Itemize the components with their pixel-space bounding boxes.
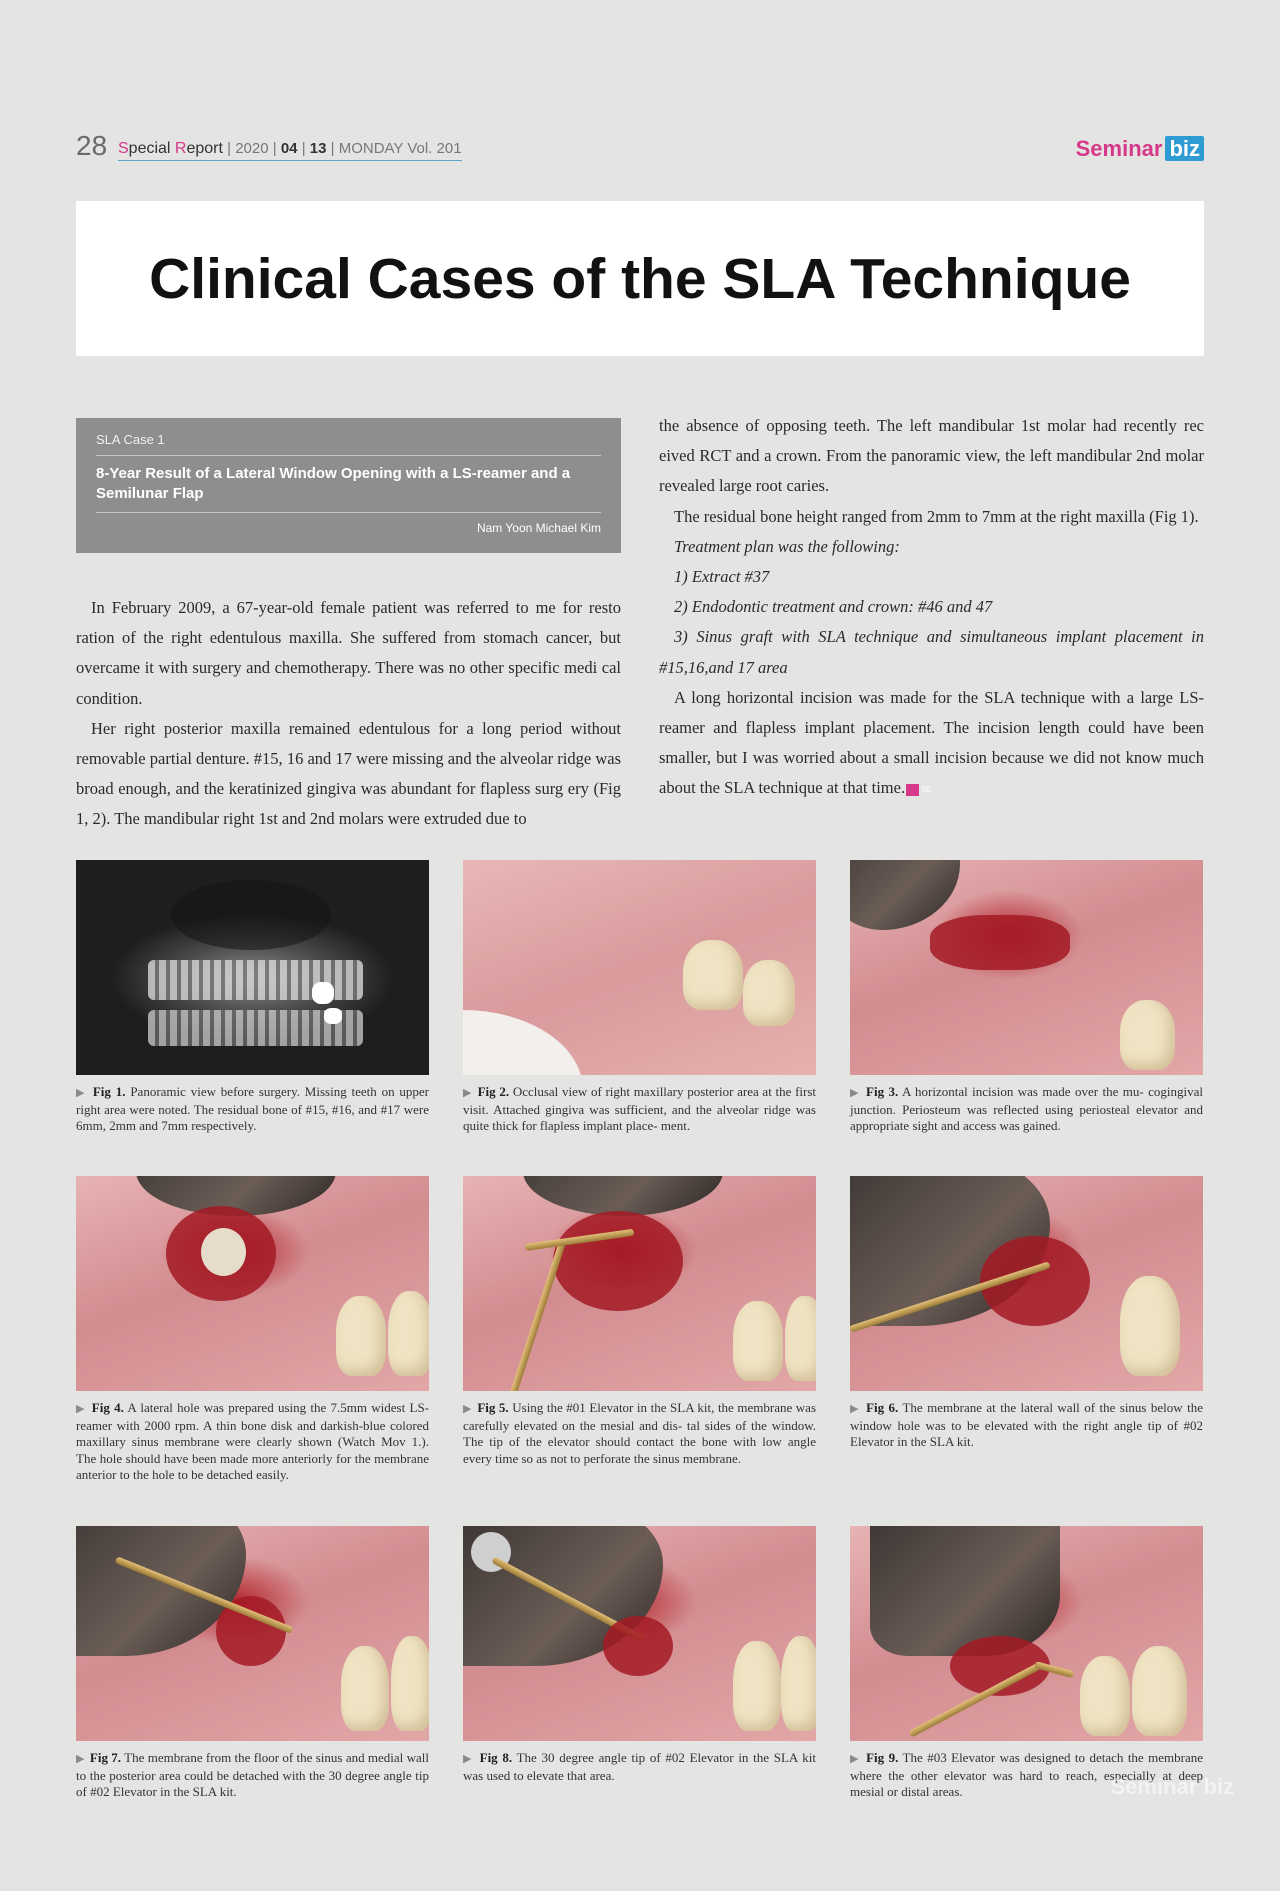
figure-2: [463, 860, 816, 1135]
figure-6: [850, 1176, 1203, 1451]
body-column-left: [76, 593, 621, 835]
figure-1: [76, 860, 429, 1135]
figure-caption: ▶ Fig 3. A horizontal incision was made over the mu- cogingival junction. Periosteum was reflected using periosteal elevator and appropriate sight and access was gained.: [850, 1084, 1203, 1133]
figure-label: Fig 7.: [89, 1750, 122, 1765]
figure-caption: ▶ Fig 1. Panoramic view before surgery. Missing teeth on upper right area were noted. The residual bone of #15, #16, and #17 were 6mm, 2mm and 7mm respectively.: [76, 1084, 430, 1133]
figure-label: Fig 2.: [477, 1084, 510, 1099]
figure-label: Fig 8.: [479, 1750, 513, 1765]
figure-5: [463, 1176, 816, 1467]
caption-text: Occlusal view of right maxillary posterior area at the first visit. Attached gingiva was sufficient, and the alveolar ridge was quite thick for flapless implant place- ment.: [463, 1084, 817, 1133]
figure-caption: ▶ Fig 4. A lateral hole was prepared using the 7.5mm widest LS-reamer with 2000 rpm. A thin bone disk and darkish-blue colored maxillary sinus membrane were clearly shown (Watch Mov 1.). The hole should have been made more anteriorly for the membrane anterior to the hole to be detached easily.: [76, 1400, 429, 1482]
panoramic-xray-image: [76, 860, 429, 1075]
caption-text: A lateral hole was prepared using the 7.5mm widest LS-reamer with 2000 rpm. A thin bone disk and darkish-blue colored maxillary sinus membrane were clearly shown (Watch Mov 1.). The hole should have been made more anteriorly for the membrane anterior to the hole to be detached easily.: [76, 1400, 429, 1482]
treatment-plan-item: 2) Endodontic treatment and crown: #46 and 47: [674, 597, 993, 617]
intraoral-photo: [850, 1526, 1203, 1741]
logo-badge: biz: [1165, 136, 1204, 161]
figure-4: [76, 1176, 429, 1484]
case-info-box: [76, 418, 621, 553]
figure-label: Fig 4.: [91, 1400, 124, 1415]
figure-caption: ▶ Fig 5. Using the #01 Elevator in the SLA kit, the membrane was carefully elevated on the mesial and dis- tal sides of the window. The tip of the elevator should contact the bone with low angle every time so as not to perforate the sinus membrane.: [463, 1400, 817, 1466]
paragraph: The residual bone height ranged from 2mm to 7mm at the right maxilla (Fig 1).: [674, 506, 1199, 526]
figure-caption: ▶ Fig 6. The membrane at the lateral wall of the sinus below the window hole was to be elevated with the right angle tip of #02 Elevator in the SLA kit.: [850, 1400, 1203, 1449]
author-name: Nam Yoon Michael Kim: [476, 521, 601, 535]
intraoral-photo: [76, 1176, 429, 1391]
intraoral-photo: [850, 860, 1203, 1075]
figure-9: [850, 1526, 1203, 1801]
paragraph: the absence of opposing teeth. The left mandibular 1st molar had recently rec eived RCT and a crown. From the panoramic view, the left mandibular 2nd molar revealed large root caries.: [659, 416, 1204, 496]
figure-caption: ▶ Fig 7. The membrane from the floor of the sinus and medial wall to the posterior area could be detached with the 30 degree angle tip of #02 Elevator in the SLA kit.: [76, 1750, 430, 1799]
paragraph: Her right posterior maxilla remained edentulous for a long period without removable partial denture. #15, 16 and 17 were missing and the alveolar ridge was broad enough, and the keratinized gingiva was abundant for flapless surg ery (Fig 1, 2). The mandibular right 1st and 2nd molars were extruded due to: [76, 718, 621, 829]
figure-label: Fig 6.: [866, 1400, 899, 1415]
figure-label: Fig 9.: [866, 1750, 899, 1765]
section-name-part: pecial: [128, 140, 175, 157]
paragraph: In February 2009, a 67-year-old female patient was referred to me for resto ration of the right edentulous maxilla. She suffered from stomach cancer, but overcame it with surgery and chemotherapy. There was no other specific medi cal condition.: [76, 598, 621, 708]
figure-caption: ▶ Fig 2. Occlusal view of right maxillary posterior area at the first visit. Attached gingiva was sufficient, and the alveolar ridge was quite thick for flapless implant place- ment.: [463, 1084, 817, 1133]
title-banner: [76, 201, 1204, 356]
divider: [96, 455, 601, 456]
seminar-biz-logo: [1076, 136, 1204, 162]
issue-year: 2020: [235, 140, 269, 157]
figure-3: [850, 860, 1203, 1135]
caption-text: The 30 degree angle tip of #02 Elevator in the SLA kit was used to elevate that area.: [463, 1750, 816, 1783]
treatment-plan-heading: Treatment plan was the following:: [674, 536, 900, 556]
issue-volume: Vol. 201: [407, 140, 462, 157]
caption-text: Panoramic view before surgery. Missing teeth on upper right area were noted. The residual bone of #15, #16, and #17 were 6mm, 2mm and 7mm respectively.: [76, 1084, 430, 1133]
paragraph: [659, 683, 1204, 804]
end-mark-icon: SE: [906, 784, 919, 796]
figure-label: Fig 3.: [866, 1084, 899, 1099]
caption-text: The membrane from the floor of the sinus and medial wall to the posterior area could be detached with the 30 degree angle tip of #02 Elevator in the SLA kit.: [76, 1750, 430, 1799]
caption-text: The #03 Elevator was designed to detach the membrane where the other elevator was hard to reach, especially at deep mesial or distal areas.: [850, 1750, 1203, 1799]
caption-text: A horizontal incision was made over the mu- cogingival junction. Periosteum was reflected using periosteal elevator and appropriate sight and access was gained.: [850, 1084, 1203, 1133]
figure-8: [463, 1526, 816, 1784]
figure-caption: ▶ Fig 8. The 30 degree angle tip of #02 Elevator in the SLA kit was used to elevate that area.: [463, 1750, 816, 1783]
divider: [96, 512, 601, 513]
case-subtitle: 8-Year Result of a Lateral Window Opening with a LS-reamer and a Semilunar Flap: [96, 465, 571, 502]
figure-caption: ▶ Fig 9. The #03 Elevator was designed to detach the membrane where the other elevator was hard to reach, especially at deep mesial or distal areas.: [850, 1750, 1203, 1799]
section-initial-r: R: [174, 140, 187, 157]
caption-text: The membrane at the lateral wall of the sinus below the window hole was to be elevated with the right angle tip of #02 Elevator in the SLA kit.: [850, 1400, 1203, 1449]
figure-label: Fig 1.: [92, 1084, 126, 1099]
section-name-part2: eport: [186, 140, 223, 157]
watermark: Seminar biz: [1110, 1774, 1234, 1799]
intraoral-photo: [463, 1176, 816, 1391]
case-label: SLA Case 1: [96, 432, 165, 447]
section-header: Special Report | 2020 | 04 | 13 | MONDAY Vol. 201: [118, 140, 462, 161]
figure-7: [76, 1526, 429, 1801]
intraoral-photo: [463, 1526, 816, 1741]
intraoral-photo: [76, 1526, 429, 1741]
section-initial: S: [118, 140, 129, 157]
issue-month: 04: [280, 140, 298, 157]
logo-text: Seminar: [1075, 136, 1163, 161]
page-number: 28: [76, 130, 108, 161]
issue-day: 13: [309, 140, 327, 157]
figure-label: Fig 5.: [477, 1400, 509, 1415]
caption-text: Using the #01 Elevator in the SLA kit, the membrane was carefully elevated on the mesial and dis- tal sides of the window. The tip of the elevator should contact the bone with low angle every time so as not to perforate the sinus membrane.: [463, 1400, 817, 1466]
article-title: Clinical Cases of the SLA Technique: [149, 246, 1131, 311]
body-column-right: [659, 411, 1204, 804]
paragraph-text: A long horizontal incision was made for the SLA technique with a large LS-reamer and flapless implant placement. The incision length could have been smaller, but I was worried about a small incision because we did not know much about the SLA technique at that time.: [659, 687, 1204, 798]
intraoral-photo: [850, 1176, 1203, 1391]
treatment-plan-item: 1) Extract #37: [674, 567, 770, 587]
intraoral-photo: [463, 860, 816, 1075]
treatment-plan-item: 3) Sinus graft with SLA technique and simultaneous implant placement in #15,16,and 17 area: [659, 627, 1204, 677]
issue-weekday: MONDAY: [338, 140, 404, 157]
